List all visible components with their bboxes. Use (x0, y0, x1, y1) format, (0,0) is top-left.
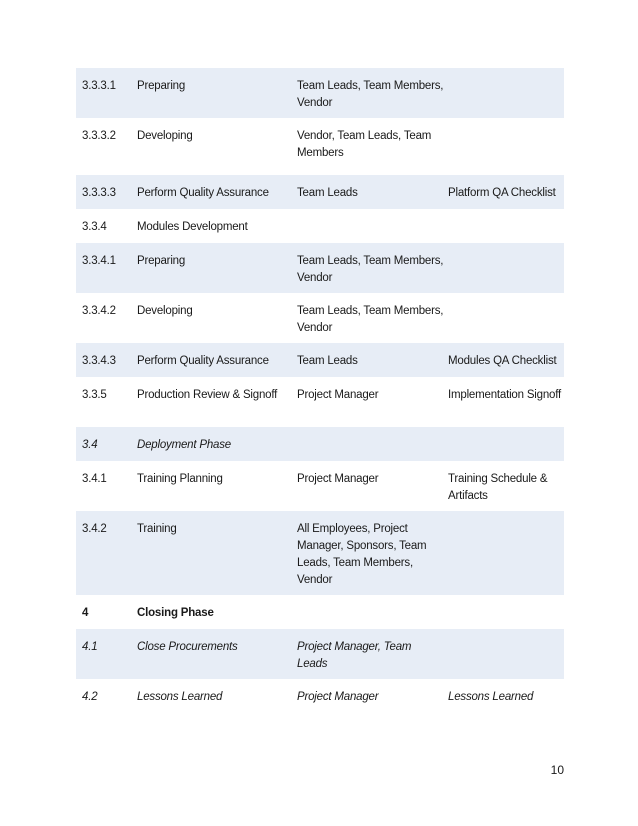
wbs-code: 3.3.3.3 (82, 187, 116, 199)
task-owner: Team Leads, Team Members, Vendor (297, 305, 444, 334)
task-owner: Project Manager (297, 691, 379, 703)
table-row (76, 243, 564, 293)
table-row (76, 209, 564, 243)
table-row (76, 427, 564, 461)
wbs-code: 3.4.2 (82, 523, 107, 535)
wbs-code: 3.3.3.2 (82, 130, 116, 142)
task-name: Preparing (137, 255, 186, 267)
wbs-code: 3.3.4.3 (82, 355, 116, 367)
wbs-code: 3.4.1 (82, 473, 107, 485)
task-owner (291, 219, 444, 243)
page-number: 10 (550, 763, 564, 777)
table-row (76, 293, 564, 343)
task-deliverable (444, 437, 564, 461)
wbs-code: 4 (82, 607, 89, 619)
task-owner: Team Leads, Team Members, Vendor (297, 255, 444, 284)
table-row (76, 377, 564, 427)
task-name: Perform Quality Assurance (137, 355, 269, 367)
table-row (76, 679, 564, 713)
task-owner: Team Leads (297, 355, 358, 367)
task-owner (291, 437, 444, 461)
table-row (76, 595, 564, 629)
task-name: Closing Phase (137, 607, 214, 619)
task-name: Training Planning (137, 473, 223, 485)
task-deliverable (444, 253, 564, 293)
task-owner: Project Manager (297, 389, 379, 401)
task-deliverable: Implementation Signoff (448, 389, 562, 401)
wbs-code: 3.3.5 (82, 389, 107, 401)
task-deliverable (444, 521, 564, 595)
task-name: Production Review & Signoff (137, 389, 278, 401)
task-name: Preparing (137, 80, 186, 92)
table-row (76, 118, 564, 175)
task-name: Developing (137, 130, 193, 142)
table-row (76, 68, 564, 118)
table-row (76, 175, 564, 209)
table-row (76, 629, 564, 679)
task-deliverable (444, 128, 564, 175)
task-deliverable: Modules QA Checklist (448, 355, 557, 367)
task-name: Lessons Learned (137, 691, 223, 703)
task-owner: Team Leads, Team Members, Vendor (297, 80, 444, 109)
task-owner: Vendor, Team Leads, Team Members (297, 130, 432, 159)
table-row (76, 511, 564, 595)
task-deliverable: Training Schedule & Artifacts (448, 473, 548, 502)
table-row (76, 461, 564, 511)
task-name: Modules Development (137, 221, 248, 233)
task-deliverable (444, 303, 564, 343)
task-name: Close Procurements (137, 641, 238, 653)
wbs-code: 4.1 (82, 641, 98, 653)
task-name: Training (137, 523, 177, 535)
wbs-code: 3.3.4.2 (82, 305, 116, 317)
task-owner: Project Manager, Team Leads (297, 641, 412, 670)
task-deliverable: Lessons Learned (448, 691, 534, 703)
table-row (76, 343, 564, 377)
task-name: Deployment Phase (137, 439, 231, 451)
wbs-code: 3.3.3.1 (82, 80, 116, 92)
wbs-table (76, 68, 564, 713)
task-deliverable (444, 605, 564, 629)
task-name: Developing (137, 305, 193, 317)
task-owner: Project Manager (297, 473, 379, 485)
task-deliverable (444, 78, 564, 118)
wbs-code: 4.2 (82, 691, 98, 703)
task-deliverable: Platform QA Checklist (448, 187, 556, 199)
task-deliverable (444, 639, 564, 679)
task-owner (291, 605, 444, 629)
task-name: Perform Quality Assurance (137, 187, 269, 199)
wbs-code: 3.4 (82, 439, 98, 451)
task-owner: All Employees, Project Manager, Sponsors, Team Leads, Team Members, Vendor (297, 523, 427, 586)
wbs-code: 3.3.4.1 (82, 255, 116, 267)
task-deliverable (444, 219, 564, 243)
wbs-code: 3.3.4 (82, 221, 107, 233)
task-owner: Team Leads (297, 187, 358, 199)
